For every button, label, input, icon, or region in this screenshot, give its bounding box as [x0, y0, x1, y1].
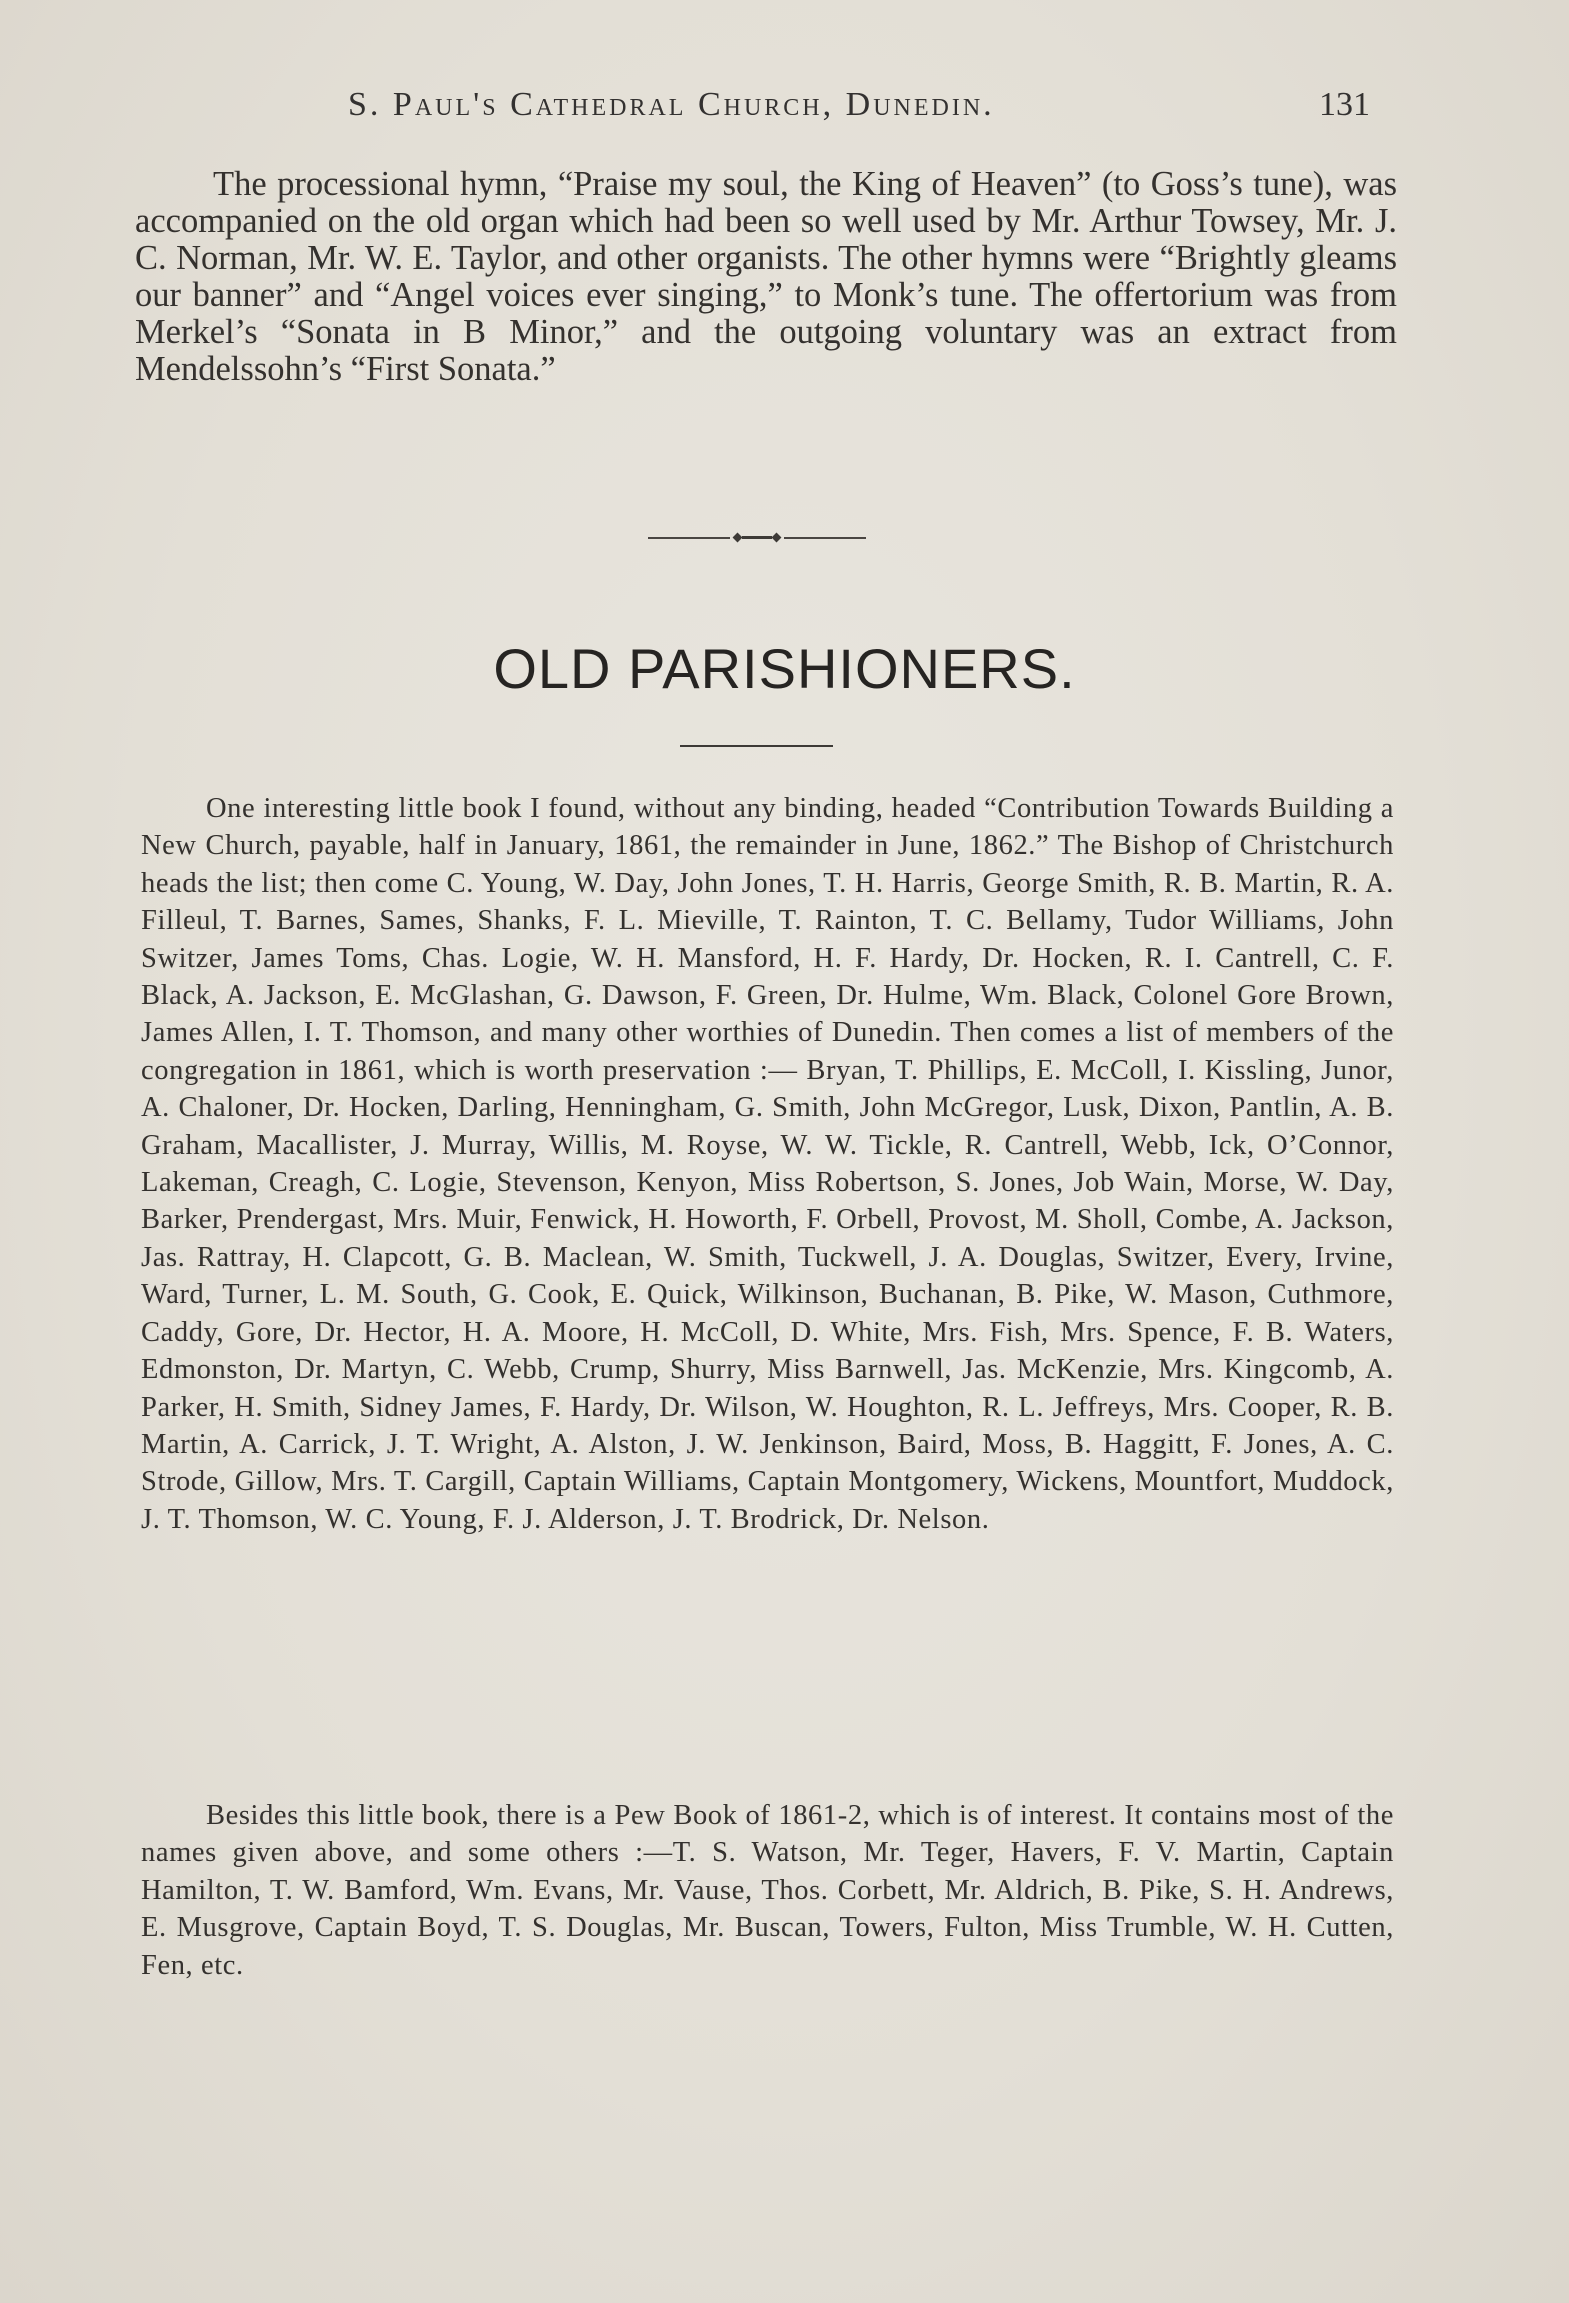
- page-number: 131: [1319, 86, 1370, 123]
- section-divider-ornament: [648, 536, 866, 540]
- running-header: [140, 86, 1400, 130]
- body-paragraph-contributors: One interesting little book I found, without any binding, headed “Contribution Towards Building a New Church, payable, half in January, 1861, the remainder in June, 1862.” The Bishop of Christchurch heads the list; then come C. Young, W. Day, John Jones, T. H. Harris, George Smith, R. B. Martin, R. A. Filleul, T. Barnes, Sames, Shanks, F. L. Mieville, T. Rainton, T. C. Bellamy, Tudor Williams, John Switzer, James Toms, Chas. Logie, W. H. Mansford, H. F. Hardy, Dr. Hocken, R. I. Cantrell, C. F. Black, A. Jackson, E. McGlashan, G. Dawson, F. Green, Dr. Hulme, Wm. Black, Colonel Gore Brown, James Allen, I. T. Thomson, and many other worthies of Dunedin. Then comes a list of members of the congregation in 1861, which is worth preservation :— Bryan, T. Phillips, E. McColl, I. Kissling, Junor, A. Chaloner, Dr. Hocken, Darling, Henningham, G. Smith, John McGregor, Lusk, Dixon, Pantlin, A. B. Graham, Macallister, J. Murray, Willis, M. Royse, W. W. Tickle, R. Cantrell, Webb, Ick, O’Connor, Lakeman, Creagh, C. Logie, Stevenson, Kenyon, Miss Robertson, S. Jones, Job Wain, Morse, W. Day, Barker, Prendergast, Mrs. Muir, Fenwick, H. Howorth, F. Orbell, Provost, M. Sholl, Combe, A. Jackson, Jas. Rattray, H. Clapcott, G. B. Maclean, W. Smith, Tuckwell, J. A. Douglas, Switzer, Every, Irvine, Ward, Turner, L. M. South, G. Cook, E. Quick, Wilkinson, Buchanan, B. Pike, W. Mason, Cuthmore, Caddy, Gore, Dr. Hector, H. A. Moore, H. McColl, D. White, Mrs. Fish, Mrs. Spence, F. B. Waters, Edmonston, Dr. Martyn, C. Webb, Crump, Shurry, Miss Barnwell, Jas. McKenzie, Mrs. Kingcomb, A. Parker, H. Smith, Sidney James, F. Hardy, Dr. Wilson, W. Houghton, R. L. Jeffreys, Mrs. Cooper, R. B. Martin, A. Carrick, J. T. Wright, A. Alston, J. W. Jenkinson, Baird, Moss, B. Haggitt, F. Jones, A. C. Strode, Gillow, Mrs. T. Cargill, Captain Williams, Captain Montgomery, Wickens, Mountfort, Muddock, J. T. Thomson, W. C. Young, F. J. Alderson, J. T. Brodrick, Dr. Nelson.: [141, 793, 1394, 1535]
- intro-paragraph: The processional hymn, “Praise my soul, the King of Heaven” (to Goss’s tune), was accompanied on the old organ which had been so well used by Mr. Arthur Towsey, Mr. J. C. Norman, Mr. W. E. Taylor, and other organists. The other hymns were “Brightly gleams our banner” and “Angel voices ever singing,” to Monk’s tune. The offertorium was from Merkel’s “Sonata in B Minor,” and the outgoing voluntary was an extract from Mendelssohn’s “First Sonata.”: [135, 165, 1397, 388]
- body-paragraph-pew-book: Besides this little book, there is a Pew Book of 1861-2, which is of interest. It contains most of the names given above, and some others :—T. S. Watson, Mr. Teger, Havers, F. V. Martin, Captain Hamilton, T. W. Bamford, Wm. Evans, Mr. Vause, Thos. Corbett, Mr. Aldrich, B. Pike, S. H. Andrews, E. Musgrove, Captain Boyd, T. S. Douglas, Mr. Buscan, Towers, Fulton, Miss Trumble, W. H. Cutten, Fen, etc.: [141, 1800, 1394, 1981]
- heading-underline: [680, 745, 833, 747]
- section-heading: OLD PARISHIONERS.: [493, 637, 1076, 700]
- running-title: S. Paul's Cathedral Church, Dunedin.: [348, 86, 995, 123]
